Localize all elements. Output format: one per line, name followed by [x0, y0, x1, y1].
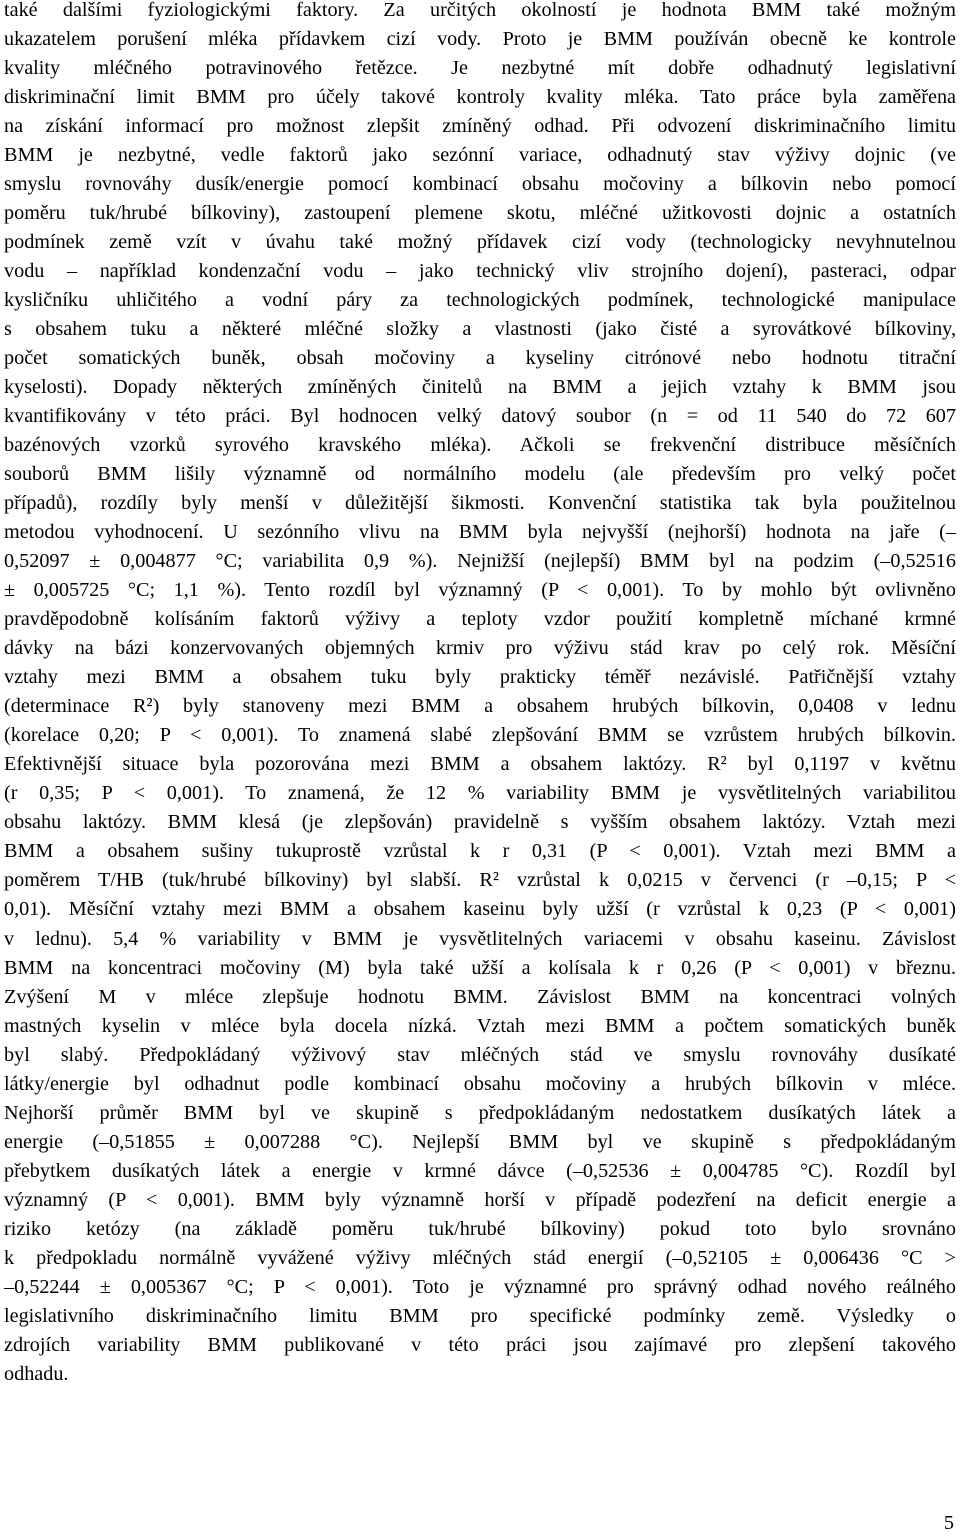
text-line: (korelace 0,20; P < 0,001). To znamená slabé zlepšování BMM se vzrůstem hrubých bílkovin. — [4, 724, 956, 747]
text-line: bazénových vzorků syrového kravského mléka). Ačkoli se frekvenční distribuce měsíčních — [4, 434, 956, 457]
text-line: významný (P < 0,001). BMM byly významně horší v případě podezření na deficit energie a — [4, 1188, 956, 1211]
text-line: Efektivnější situace byla pozorována mezi BMM a obsahem laktózy. R² byl 0,1197 v květnu — [4, 753, 956, 776]
text-line: zdrojích variability BMM publikované v této práci jsou zajímavé pro zlepšení takového — [4, 1333, 956, 1356]
text-line: vodu – například kondenzační vodu – jako technický vliv strojního dojení), pasteraci, odpar — [4, 260, 956, 283]
text-line: smyslu rovnováhy dusík/energie pomocí kombinací obsahu močoviny a bílkovin nebo pomocí — [4, 173, 956, 196]
text-line: kvantifikovány v této práci. Byl hodnocen velký datový soubor (n = od 11 540 do 72 607 — [4, 405, 956, 428]
text-line: BMM na koncentraci močoviny (M) byla také užší a kolísala k r 0,26 (P < 0,001) v březnu. — [4, 956, 956, 979]
text-line: (determinace R²) byly stanoveny mezi BMM a obsahem hrubých bílkovin, 0,0408 v lednu — [4, 695, 956, 718]
text-line: BMM a obsahem sušiny tukuprostě vzrůstal k r 0,31 (P < 0,001). Vztah mezi BMM a — [4, 840, 956, 863]
text-line: 0,52097 ± 0,004877 °C; variabilita 0,9 %). Nejnižší (nejlepší) BMM byl na podzim (–0,52516 — [4, 550, 956, 573]
text-line: kyselosti). Dopady některých zmíněných činitelů na BMM a jejich vztahy k BMM jsou — [4, 376, 956, 399]
text-line: na získání informací pro možnost zlepšit zmíněný odhad. Při odvození diskriminačního limitu — [4, 115, 956, 138]
text-line: Nejhorší průměr BMM byl ve skupině s předpokládaným nedostatkem dusíkatých látek a — [4, 1101, 956, 1124]
text-line: také dalšími fyziologickými faktory. Za určitých okolností je hodnota BMM také možným — [4, 0, 956, 21]
text-line: ukazatelem porušení mléka přídavkem cizí vody. Proto je BMM používán obecně ke kontrole — [4, 28, 956, 51]
text-line: podmínek země vzít v úvahu také možný přídavek cizí vody (technologicky nevyhnutelnou — [4, 231, 956, 254]
text-line: diskriminační limit BMM pro účely takové kontroly kvality mléka. Tato práce byla zaměřena — [4, 86, 956, 109]
text-line: ± 0,005725 °C; 1,1 %). Tento rozdíl byl významný (P < 0,001). To by mohlo být ovlivněno — [4, 579, 956, 602]
text-line: poměrem T/HB (tuk/hrubé bílkoviny) byl slabší. R² vzrůstal k 0,0215 v červenci (r –0,15; P < — [4, 869, 956, 892]
text-line: přebytkem dusíkatých látek a energie v krmné dávce (–0,52536 ± 0,004785 °C). Rozdíl byl — [4, 1159, 956, 1182]
text-line: případů), rozdíly byly menší v důležitější šikmosti. Konvenční statistika tak byla použitelnou — [4, 492, 956, 515]
document-body — [4, 0, 956, 1389]
text-line: kvality mléčného potravinového řetězce. Je nezbytné mít dobře odhadnutý legislativní — [4, 57, 956, 80]
text-line: k předpokladu normálně vyvážené výživy mléčných stád energií (–0,52105 ± 0,006436 °C > — [4, 1246, 956, 1269]
text-line: –0,52244 ± 0,005367 °C; P < 0,001). Toto je významné pro správný odhad nového reálného — [4, 1275, 956, 1298]
text-line: metodou vyhodnocení. U sezónního vlivu na BMM byla nejvyšší (nejhorší) hodnota na jaře (– — [4, 521, 956, 544]
text-line: legislativního diskriminačního limitu BMM pro specifické podmínky země. Výsledky o — [4, 1304, 956, 1327]
text-line: BMM je nezbytné, vedle faktorů jako sezónní variace, odhadnutý stav výživy dojnic (ve — [4, 144, 956, 167]
text-line: mastných kyselin v mléce byla docela nízká. Vztah mezi BMM a počtem somatických buněk — [4, 1014, 956, 1037]
text-line: počet somatických buněk, obsah močoviny a kyseliny citrónové nebo hodnotu titrační — [4, 347, 956, 370]
text-line: kysličníku uhličitého a vodní páry za technologických podmínek, technologické manipulace — [4, 289, 956, 312]
text-line: v lednu). 5,4 % variability v BMM je vysvětlitelných variacemi v obsahu kaseinu. Závislost — [4, 927, 956, 950]
page-number: 5 — [943, 1512, 954, 1534]
text-line: energie (–0,51855 ± 0,007288 °C). Nejlepší BMM byl ve skupině s předpokládaným — [4, 1130, 956, 1153]
text-line: odhadu. — [4, 1362, 69, 1385]
text-line: vztahy mezi BMM a obsahem tuku byly prakticky téměř nezávislé. Patřičnější vztahy — [4, 666, 956, 689]
text-line: (r 0,35; P < 0,001). To znamená, že 12 % variability BMM je vysvětlitelných variabilitou — [4, 782, 956, 805]
text-line: obsahu laktózy. BMM klesá (je zlepšován) pravidelně s vyšším obsahem laktózy. Vztah mezi — [4, 811, 956, 834]
text-line: poměru tuk/hrubé bílkoviny), zastoupení plemene skotu, mléčné užitkovosti dojnic a ostatních — [4, 202, 956, 225]
text-line: Zvýšení M v mléce zlepšuje hodnotu BMM. Závislost BMM na koncentraci volných — [4, 985, 956, 1008]
text-line: souborů BMM lišily významně od normálního modelu (ale především pro velký počet — [4, 463, 956, 486]
text-line: riziko ketózy (na základě poměru tuk/hrubé bílkoviny) pokud toto bylo srovnáno — [4, 1217, 956, 1240]
text-line: 0,01). Měsíční vztahy mezi BMM a obsahem kaseinu byly užší (r vzrůstal k 0,23 (P < 0,001) — [4, 898, 956, 921]
text-line: dávky na bázi konzervovaných objemných krmiv pro výživu stád krav po celý rok. Měsíční — [4, 637, 956, 660]
text-line: byl slabý. Předpokládaný výživový stav mléčných stád ve smyslu rovnováhy dusíkaté — [4, 1043, 956, 1066]
text-line: s obsahem tuku a některé mléčné složky a vlastnosti (jako čisté a syrovátkové bílkoviny, — [4, 318, 956, 341]
text-line: pravděpodobně kolísáním faktorů výživy a teploty vzdor použití kompletně míchané krmné — [4, 608, 956, 631]
text-line: látky/energie byl odhadnut podle kombinací obsahu močoviny a hrubých bílkovin v mléce. — [4, 1072, 956, 1095]
